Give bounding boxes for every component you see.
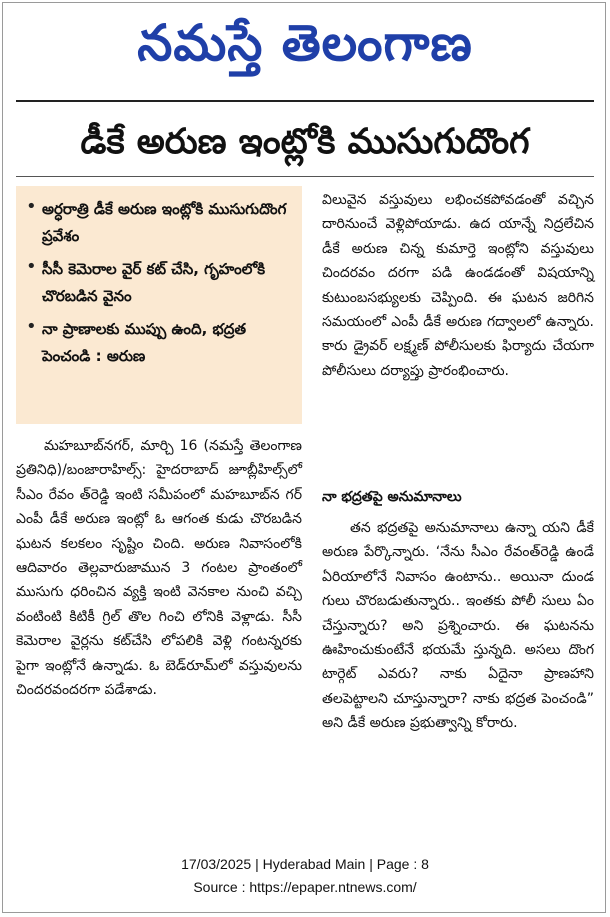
masthead-logo: నమస్తే తెలంగాణ xyxy=(137,14,473,72)
highlight-text: సీసీ కెమెరాల వైర్ కట్ చేసి, గృహంలోకి చొరబడిన వైనం xyxy=(42,260,266,305)
bullet-icon: • xyxy=(26,256,37,277)
footer-edition: 17/03/2025 | Hyderabad Main | Page : 8 xyxy=(181,856,429,872)
masthead-rule xyxy=(16,100,594,102)
article-paragraph: విలువైన వస్తువులు లభించకపోవడంతో వచ్చిన దారినుంచే వెళ్లిపోయాడు. ఉద యాన్నే నిద్రలేచిన డీకే అరుణ చిన్న కుమార్తె ఇంట్లోని వస్తువులు చిందరవం దరగా పడి ఉండడంతో విషయాన్ని కుటుంబసభ్యులకు చెప్పింది. ఈ ఘటన జరిగిన సమయంలో ఎంపీ డీకే అరుణ గద్వాలలో ఉన్నారు. కారు డ్రైవర్ లక్ష్మణ్ పోలీసులకు ఫిర్యాదు చేయగా పోలీసులు దర్యాప్తు ప్రారంభించారు. xyxy=(322,192,594,379)
highlights-box xyxy=(16,186,302,424)
article-right-column-top xyxy=(322,188,594,383)
highlight-item xyxy=(26,316,294,370)
highlight-item xyxy=(26,256,294,310)
bullet-icon: • xyxy=(26,196,37,217)
bullet-icon: • xyxy=(26,316,37,337)
headline-rule xyxy=(16,176,594,177)
article-left-column xyxy=(16,434,302,702)
article-right-column-bottom xyxy=(322,516,594,736)
article-paragraph: తన భద్రతపై అనుమానాలు ఉన్నా యని డీకే అరుణ పేర్కొన్నారు. ‘నేను సీఎం రేవంత్‌రెడ్డి ఉండే ఏరియాలోనే నివాసం ఉంటాను.. అయినా దుండ గులు చొరబడుతున్నారు.. ఇంతకు పోలీ సులు ఏం చేస్తున్నారు? అని ప్రశ్నించారు. ఈ ఘటనను ఊహించుకుంటేనే భయమే స్తున్నది. అసలు దొంగ టార్గెట్ ఎవరు? నాకు ఏదైనా ప్రాణహాని తలపెట్టాలని చూస్తున్నారా? నాకు భద్రత పెంచండి” అని డీకే అరుణ ప్రభుత్వాన్ని కోరారు. xyxy=(322,520,594,732)
article-paragraph: మహబూబ్‌నగర్, మార్చి 16 (నమస్తే తెలంగాణ ప్రతినిధి)/బంజారాహిల్స్: హైదరాబాద్ జూబ్లీహిల్స్‌లో సీఎం రేవం త్‌రెడ్డి ఇంటి సమీపంలో మహబూబ్‌న గర్ ఎంపీ డీకే అరుణ ఇంట్లో ఓ ఆగంత కుడు చొరబడిన ఘటన కలకలం సృష్టిం చింది. అరుణ నివాసంలోకి ఆదివారం తెల్లవారుజామున 3 గంటల ప్రాంతంలో ముసుగు ధరించిన వ్యక్తి ఇంటి వెనకాల నుంచి వచ్చి వంటింటి కిటికీ గ్రిల్ తొల గించి లోనికి వెళ్లాడు. సీసీ కెమెరాల వైర్లను కట్‌చేసి లోపలికి వెళ్లి గంటన్నరకు పైగా ఇంట్లోనే ఉన్నాడు. ఓ బెడ్‌రూమ్‌లో వస్తువులను చిందరవందరగా పడేశాడు. xyxy=(16,438,302,699)
highlight-text: నా ప్రాణాలకు ముప్పు ఉంది, భద్రత పెంచండి : అరుణ xyxy=(42,320,247,365)
headline: డీకే అరుణ ఇంట్లోకి ముసుగుదొంగ xyxy=(80,122,530,162)
footer-source: Source : https://epaper.ntnews.com/ xyxy=(193,879,417,895)
highlight-text: అర్ధరాత్రి డీకే అరుణ ఇంట్లోకి ముసుగుదొంగ ప్రవేశం xyxy=(42,200,287,245)
section-subhead: నా భద్రతపై అనుమానాలు xyxy=(322,489,462,505)
highlight-item xyxy=(26,196,294,250)
